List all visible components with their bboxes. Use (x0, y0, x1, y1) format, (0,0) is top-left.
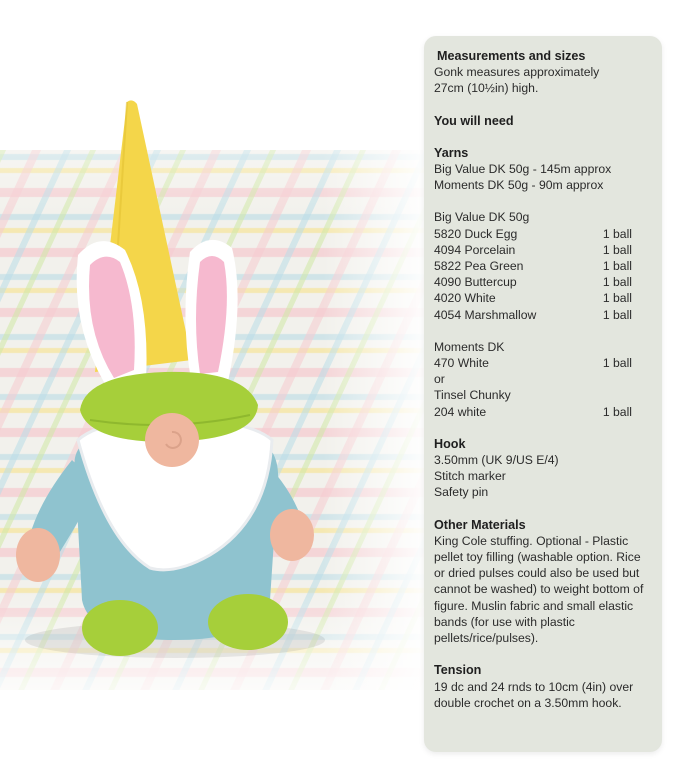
hook-line: Stitch marker (434, 469, 506, 484)
or-label: or (434, 372, 445, 387)
yarn-item-name: 5820 Duck Egg (434, 226, 518, 241)
yarn-line: Big Value DK 50g - 145m approx (434, 162, 612, 177)
tinsel-item-qty: 1 ball (602, 404, 632, 419)
measurements-line: 27cm (10½in) high. (434, 81, 539, 96)
hook-title: Hook (434, 436, 466, 451)
yarn-item (434, 258, 652, 274)
tinsel-item-name: 204 white (434, 404, 487, 419)
yarn-item (434, 274, 652, 290)
yarn-item-qty: 1 ball (602, 307, 632, 322)
yarn-item (434, 307, 652, 323)
yarn-item-qty: 1 ball (602, 259, 632, 274)
yarn-item-name: 4094 Porcelain (434, 242, 516, 257)
yarn-item-name: 4090 Buttercup (434, 275, 517, 290)
tension-title: Tension (434, 663, 482, 678)
other-materials-title: Other Materials (434, 517, 526, 532)
right-foot (208, 594, 288, 650)
hook-line: Safety pin (434, 485, 489, 500)
moments-item (434, 355, 652, 371)
yarn-line: Moments DK 50g - 90m approx (434, 178, 604, 193)
left-foot (82, 600, 158, 656)
tinsel-title: Tinsel Chunky (434, 388, 511, 403)
right-ear (185, 240, 237, 386)
tinsel-item (434, 404, 652, 420)
yarn-item-qty: 1 ball (602, 242, 632, 257)
yarn-group-title: Big Value DK 50g (434, 210, 530, 225)
nose (145, 413, 199, 467)
hook-line: 3.50mm (UK 9/US E/4) (434, 453, 559, 468)
yarn-item (434, 290, 652, 306)
measurements-title: Measurements and sizes (437, 49, 586, 63)
yarns-title: Yarns (434, 145, 469, 160)
measurements-line: Gonk measures approximately (434, 65, 600, 80)
yarn-item-name: 5822 Pea Green (434, 259, 524, 274)
yarn-item-qty: 1 ball (602, 226, 632, 241)
moments-title: Moments DK (434, 339, 505, 354)
moments-item-name: 470 White (434, 356, 489, 371)
tension-text: 19 dc and 24 rnds to 10cm (4in) over double crochet on a 3.50mm hook. (434, 679, 634, 710)
you-will-need-title: You will need (434, 113, 514, 128)
yarn-item-qty: 1 ball (602, 275, 632, 290)
right-hand (270, 509, 314, 561)
yarn-item-name: 4020 White (434, 291, 496, 306)
moments-item-qty: 1 ball (602, 356, 632, 371)
left-hand (16, 528, 60, 582)
yarn-item (434, 226, 652, 242)
materials-card (424, 36, 662, 752)
yarn-item-name: 4054 Marshmallow (434, 307, 537, 322)
other-materials-text: King Cole stuffing. Optional - Plastic pellet toy filling (washable option. Rice or dried pulses could also be used but cannot be washed) to weight bottom of figure. Muslin fabric and small elastic bands (for use with plastic pellets/rice/pulses). (434, 533, 644, 646)
yarn-item-qty: 1 ball (602, 291, 632, 306)
yarn-item (434, 242, 652, 258)
